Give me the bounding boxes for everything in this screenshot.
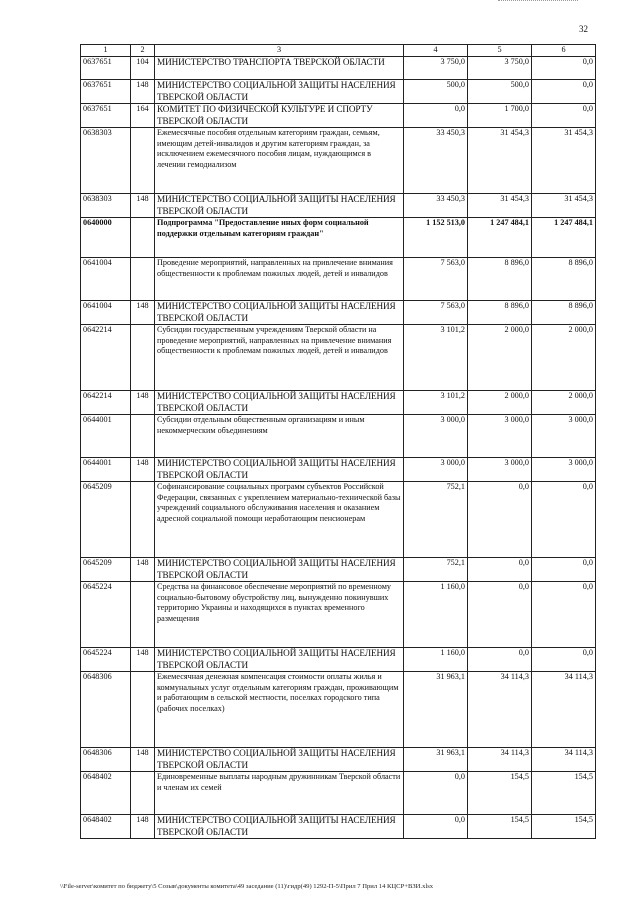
cell-grbs: 148 [131,458,155,482]
cell-name: Ежемесячная денежная компенсация стоимости оплаты жилья и коммунальных услуг отдельным категориям граждан, проживающим и работающим в сельской местности, поселках городского типа (рабочих поселках) [155,672,404,748]
cell-code: 0648402 [81,815,131,839]
cell-value-col6: 2 000,0 [532,391,596,415]
table-row [81,301,596,325]
cell-value-col4: 7 563,0 [404,258,468,301]
page-number: 32 [579,24,588,34]
table-row [81,194,596,218]
table-row [81,772,596,815]
cell-code: 0648306 [81,672,131,748]
cell-value-col4: 752,1 [404,558,468,582]
cell-name: МИНИСТЕРСТВО СОЦИАЛЬНОЙ ЗАЩИТЫ НАСЕЛЕНИЯ ТВЕРСКОЙ ОБЛАСТИ [155,648,404,672]
cell-value-col5: 2 000,0 [468,391,532,415]
table-row [81,415,596,458]
cell-value-col6: 0,0 [532,482,596,558]
table-row [81,458,596,482]
cell-grbs [131,672,155,748]
cell-value-col5: 500,0 [468,80,532,104]
cell-value-col4: 31 963,1 [404,748,468,772]
cell-value-col4: 0,0 [404,815,468,839]
header-col-2: 2 [131,45,155,57]
cell-code: 0644001 [81,458,131,482]
cell-code: 0637651 [81,57,131,80]
cell-value-col4: 1 160,0 [404,648,468,672]
cell-value-col4: 3 000,0 [404,458,468,482]
cell-name: МИНИСТЕРСТВО СОЦИАЛЬНОЙ ЗАЩИТЫ НАСЕЛЕНИЯ ТВЕРСКОЙ ОБЛАСТИ [155,301,404,325]
cell-value-col6: 8 896,0 [532,258,596,301]
cell-grbs [131,415,155,458]
cell-value-col6: 31 454,3 [532,194,596,218]
cell-value-col5: 154,5 [468,772,532,815]
header-col-3: 3 [155,45,404,57]
cell-name: МИНИСТЕРСТВО СОЦИАЛЬНОЙ ЗАЩИТЫ НАСЕЛЕНИЯ ТВЕРСКОЙ ОБЛАСТИ [155,458,404,482]
cell-code: 0638303 [81,128,131,194]
cell-code: 0648306 [81,748,131,772]
cell-name: МИНИСТЕРСТВО СОЦИАЛЬНОЙ ЗАЩИТЫ НАСЕЛЕНИЯ ТВЕРСКОЙ ОБЛАСТИ [155,391,404,415]
cell-name: Субсидии отдельным общественным организациям и иным некоммерческим объединениям [155,415,404,458]
cell-name: Единовременные выплаты народным дружинникам Тверской области и членам их семей [155,772,404,815]
cell-value-col6: 8 896,0 [532,301,596,325]
cell-value-col5: 3 750,0 [468,57,532,80]
cell-grbs: 164 [131,104,155,128]
cell-value-col6: 154,5 [532,815,596,839]
cell-grbs [131,482,155,558]
budget-table [80,44,596,839]
cell-name: Подпрограмма "Предоставление иных форм социальной поддержки отдельным категориям граждан" [155,218,404,258]
cell-grbs: 148 [131,391,155,415]
cell-code: 0637651 [81,80,131,104]
cell-grbs: 148 [131,815,155,839]
cell-code: 0645209 [81,558,131,582]
cell-value-col6: 0,0 [532,648,596,672]
table-row [81,482,596,558]
cell-value-col6: 3 000,0 [532,458,596,482]
cell-value-col4: 752,1 [404,482,468,558]
cell-code: 0642214 [81,391,131,415]
table-row [81,325,596,391]
cell-value-col5: 3 000,0 [468,415,532,458]
cell-value-col5: 2 000,0 [468,325,532,391]
table-header-row [81,45,596,57]
cell-value-col6: 0,0 [532,80,596,104]
table-row [81,815,596,839]
table-row [81,128,596,194]
cell-code: 0645224 [81,648,131,672]
table-row [81,104,596,128]
cell-value-col5: 1 247 484,1 [468,218,532,258]
footer-file-path: \\File-server\комитет по бюджету\5 Созыв\документы комитета\49 заседание (11)\гидр(49) 1292-П-5\Прил 7 Прил 14 КЦСР+ВЗИ.xlsx [60,883,434,890]
header-col-6: 6 [532,45,596,57]
cell-value-col5: 8 896,0 [468,258,532,301]
cell-value-col5: 0,0 [468,648,532,672]
cell-code: 0642214 [81,325,131,391]
cell-name: Субсидии государственным учреждениям Тверской области на проведение мероприятий, направленных на привлечение внимания общественности к проблемам пожилых людей, детей и инвалидов [155,325,404,391]
cell-value-col4: 0,0 [404,104,468,128]
cell-value-col4: 3 101,2 [404,391,468,415]
cell-value-col4: 1 152 513,0 [404,218,468,258]
cell-grbs [131,218,155,258]
cell-value-col5: 1 700,0 [468,104,532,128]
cell-grbs [131,772,155,815]
cell-code: 0638303 [81,194,131,218]
table-row [81,748,596,772]
table-row [81,57,596,80]
cell-name: МИНИСТЕРСТВО СОЦИАЛЬНОЙ ЗАЩИТЫ НАСЕЛЕНИЯ ТВЕРСКОЙ ОБЛАСТИ [155,80,404,104]
cell-code: 0641004 [81,258,131,301]
cell-value-col5: 34 114,3 [468,672,532,748]
cell-grbs: 148 [131,80,155,104]
table-row [81,218,596,258]
cell-value-col4: 0,0 [404,772,468,815]
cell-grbs: 148 [131,648,155,672]
cell-name: Софинансирование социальных программ субъектов Российской Федерации, связанных с укреплением материально-технической базы учреждений социального обслуживания населения и оказанием адресной социальной помощи неработающим пенсионерам [155,482,404,558]
cell-name: Ежемесячные пособия отдельным категориям граждан, семьям, имеющим детей-инвалидов и другим категориям граждан, за исключением ежемесячного пособия лицам, нуждающимся в лечении гемодиализом [155,128,404,194]
cell-code: 0641004 [81,301,131,325]
cell-value-col4: 31 963,1 [404,672,468,748]
table-row [81,391,596,415]
cell-code: 0648402 [81,772,131,815]
cell-value-col4: 3 101,2 [404,325,468,391]
cell-value-col5: 3 000,0 [468,458,532,482]
cell-name: Проведение мероприятий, направленных на привлечение внимания общественности к проблемам пожилых людей, детей и инвалидов [155,258,404,301]
cell-value-col5: 31 454,3 [468,128,532,194]
table-row [81,582,596,648]
cell-value-col6: 1 247 484,1 [532,218,596,258]
cell-grbs: 148 [131,194,155,218]
header-col-4: 4 [404,45,468,57]
cell-value-col4: 1 160,0 [404,582,468,648]
cell-code: 0640000 [81,218,131,258]
cell-name: КОМИТЕТ ПО ФИЗИЧЕСКОЙ КУЛЬТУРЕ И СПОРТУ ТВЕРСКОЙ ОБЛАСТИ [155,104,404,128]
cell-name: Средства на финансовое обеспечение мероприятий по временному социально-бытовому обустройству лиц, вынужденно покинувших территорию Украины и находящихся в пунктах временного размещения [155,582,404,648]
cell-value-col5: 31 454,3 [468,194,532,218]
cell-value-col6: 154,5 [532,772,596,815]
cell-grbs: 148 [131,748,155,772]
cell-grbs: 148 [131,301,155,325]
cell-value-col4: 33 450,3 [404,128,468,194]
cell-value-col5: 0,0 [468,582,532,648]
cell-value-col6: 31 454,3 [532,128,596,194]
table-body [81,57,596,839]
cell-value-col5: 0,0 [468,482,532,558]
cell-code: 0645224 [81,582,131,648]
cell-name: МИНИСТЕРСТВО СОЦИАЛЬНОЙ ЗАЩИТЫ НАСЕЛЕНИЯ ТВЕРСКОЙ ОБЛАСТИ [155,194,404,218]
cell-value-col6: 0,0 [532,57,596,80]
cell-value-col4: 500,0 [404,80,468,104]
cell-name: МИНИСТЕРСТВО ТРАНСПОРТА ТВЕРСКОЙ ОБЛАСТИ [155,57,404,80]
cell-value-col5: 0,0 [468,558,532,582]
cell-code: 0645209 [81,482,131,558]
cell-value-col6: 2 000,0 [532,325,596,391]
header-col-5: 5 [468,45,532,57]
cell-grbs: 104 [131,57,155,80]
cell-grbs [131,325,155,391]
cell-value-col4: 7 563,0 [404,301,468,325]
cell-value-col5: 8 896,0 [468,301,532,325]
cell-grbs [131,582,155,648]
table-row [81,648,596,672]
cell-value-col4: 33 450,3 [404,194,468,218]
cell-value-col4: 3 750,0 [404,57,468,80]
cell-value-col4: 3 000,0 [404,415,468,458]
table-row [81,80,596,104]
cell-grbs: 148 [131,558,155,582]
header-col-1: 1 [81,45,131,57]
cell-value-col6: 0,0 [532,104,596,128]
cell-name: МИНИСТЕРСТВО СОЦИАЛЬНОЙ ЗАЩИТЫ НАСЕЛЕНИЯ ТВЕРСКОЙ ОБЛАСТИ [155,815,404,839]
table-row [81,258,596,301]
cell-code: 0637651 [81,104,131,128]
cell-value-col6: 3 000,0 [532,415,596,458]
cell-value-col6: 0,0 [532,558,596,582]
cell-code: 0644001 [81,415,131,458]
cell-name: МИНИСТЕРСТВО СОЦИАЛЬНОЙ ЗАЩИТЫ НАСЕЛЕНИЯ ТВЕРСКОЙ ОБЛАСТИ [155,748,404,772]
cell-value-col6: 34 114,3 [532,672,596,748]
cell-value-col6: 0,0 [532,582,596,648]
table-row [81,672,596,748]
cell-value-col5: 154,5 [468,815,532,839]
cell-grbs [131,128,155,194]
cell-value-col5: 34 114,3 [468,748,532,772]
table-row [81,558,596,582]
cell-grbs [131,258,155,301]
cell-name: МИНИСТЕРСТВО СОЦИАЛЬНОЙ ЗАЩИТЫ НАСЕЛЕНИЯ ТВЕРСКОЙ ОБЛАСТИ [155,558,404,582]
scan-marks [498,0,578,4]
cell-value-col6: 34 114,3 [532,748,596,772]
